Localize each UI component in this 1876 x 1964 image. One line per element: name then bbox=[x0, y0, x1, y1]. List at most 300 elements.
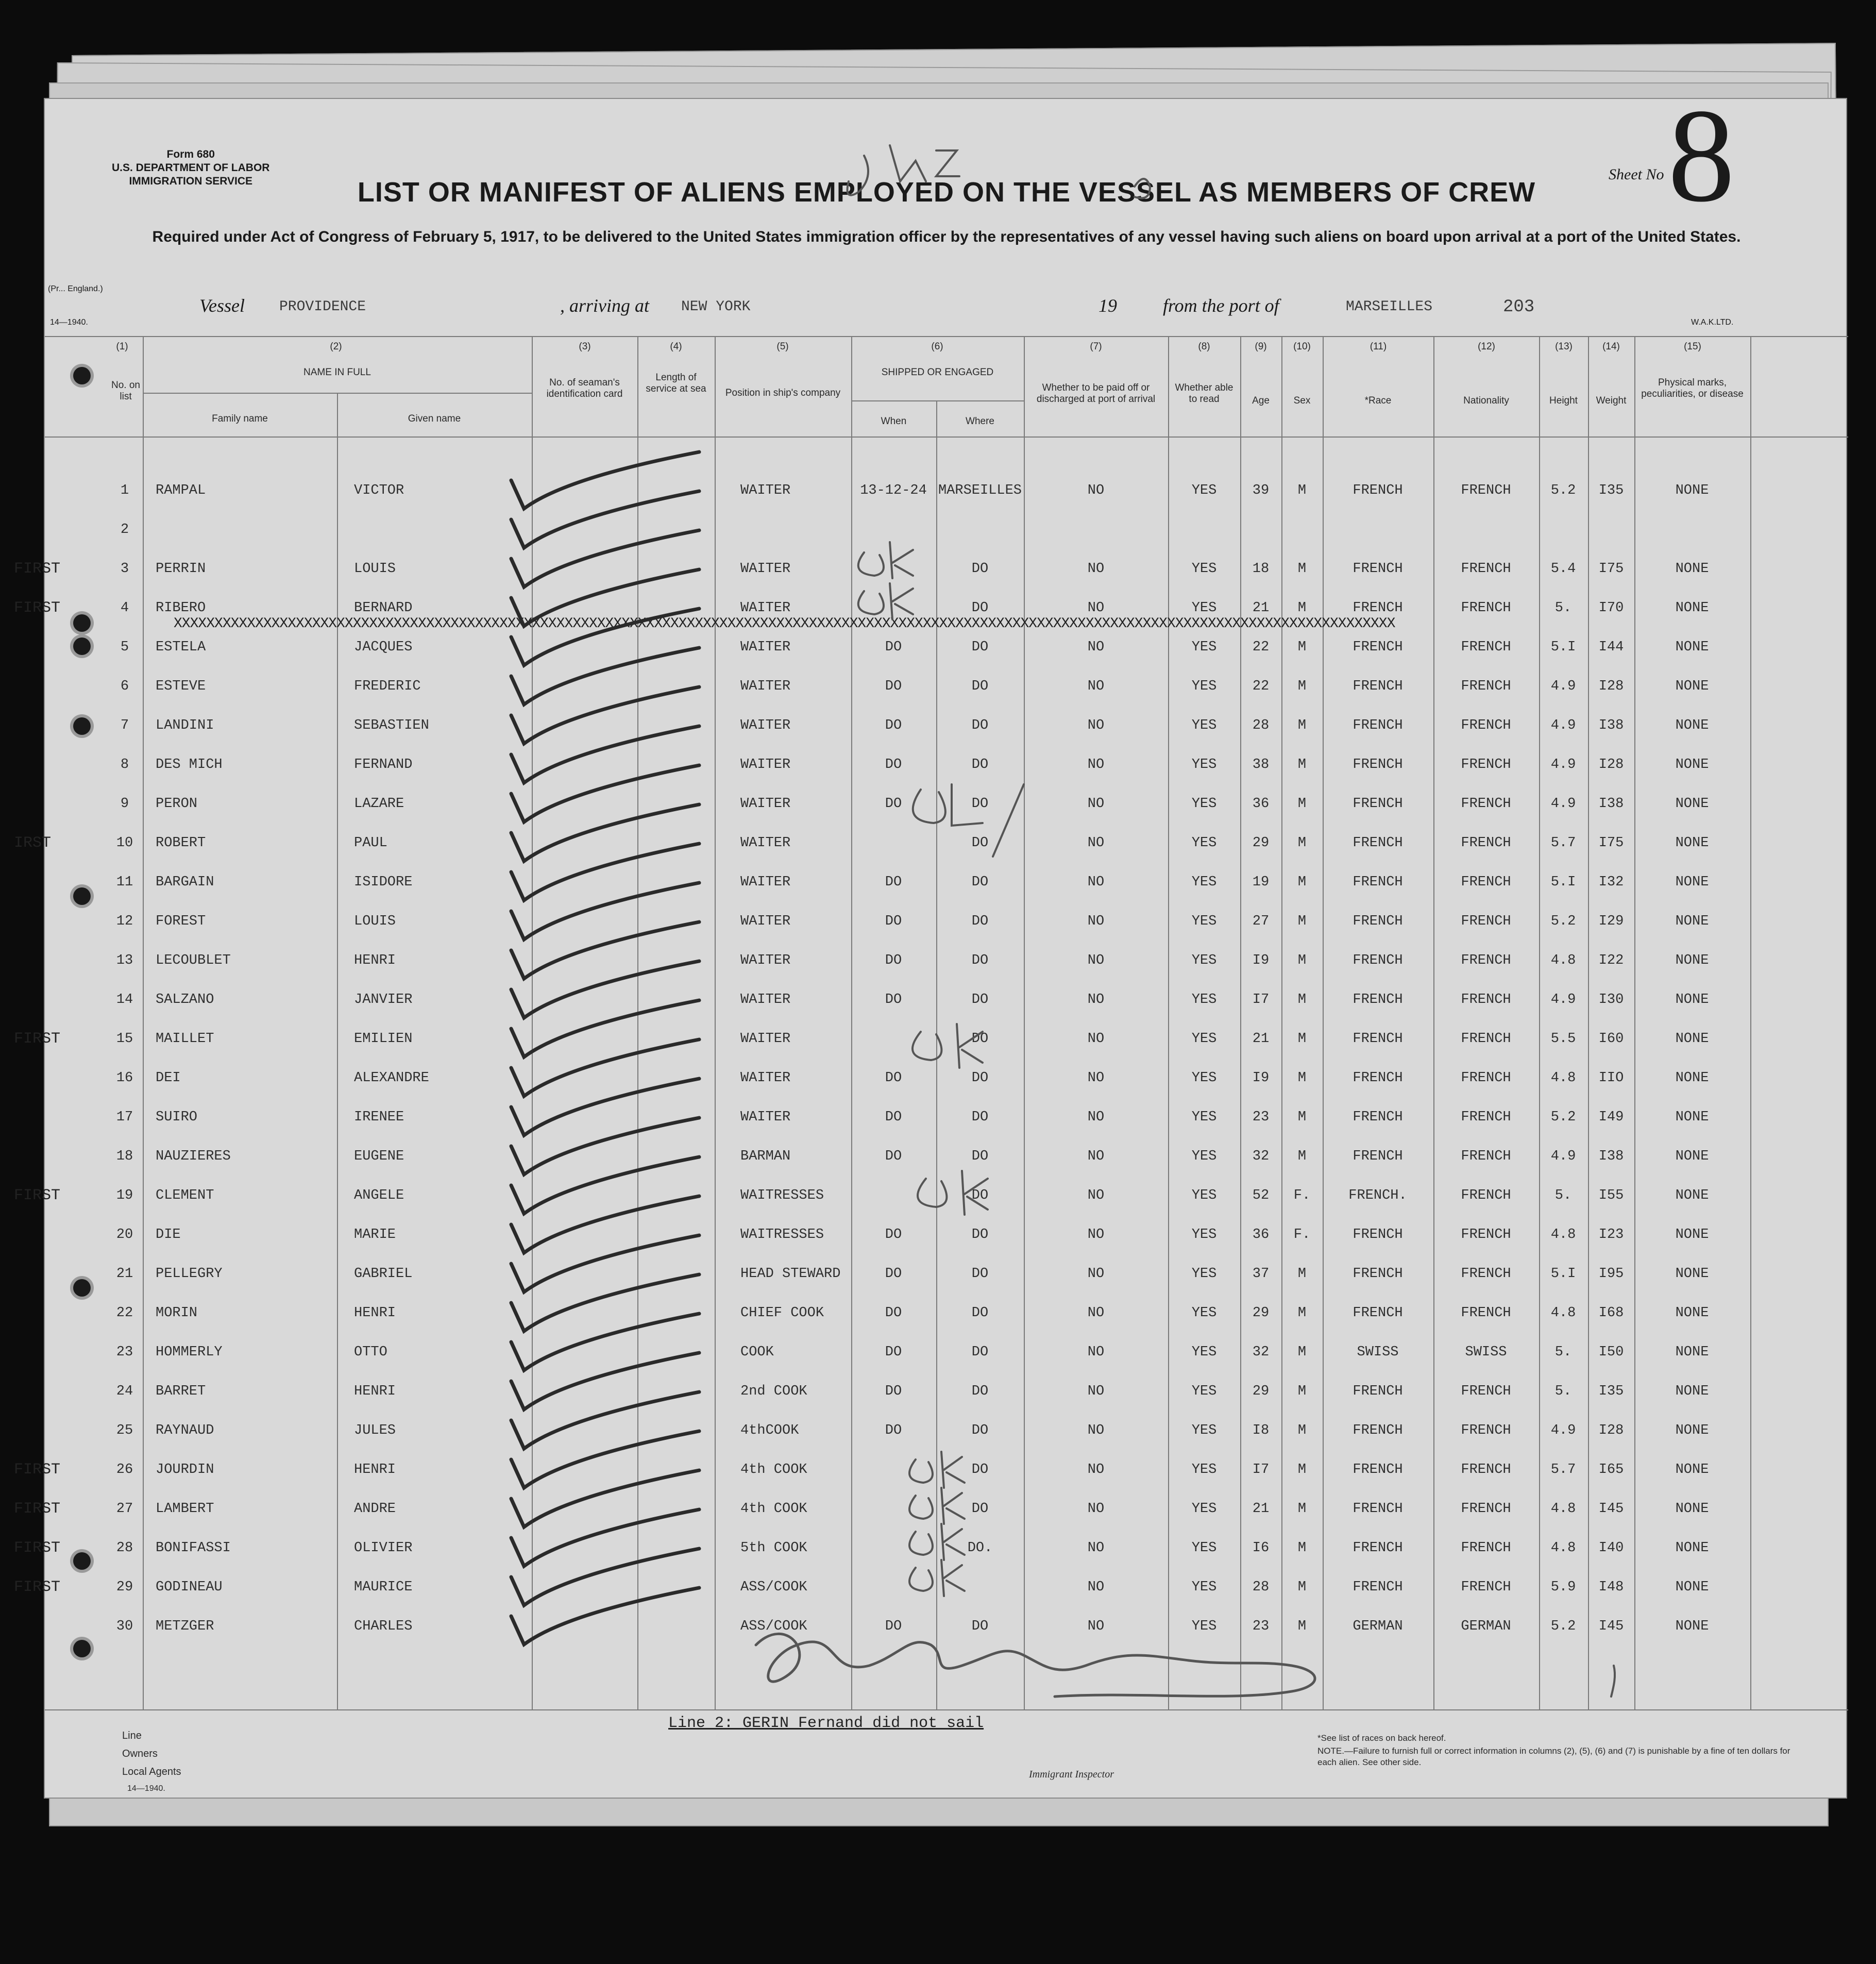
row-where: DO bbox=[971, 953, 989, 968]
row-sex: M bbox=[1297, 1305, 1307, 1321]
row-given: FERNAND bbox=[354, 757, 413, 773]
row-no: 2 bbox=[120, 522, 129, 538]
row-height: 4.9 bbox=[1550, 796, 1576, 812]
row-first: FIRST bbox=[14, 1579, 61, 1596]
row-age: 21 bbox=[1252, 600, 1270, 616]
row-position: WAITER bbox=[740, 1031, 791, 1047]
row-paid: NO bbox=[1087, 1540, 1105, 1556]
row-race: FRENCH bbox=[1353, 1423, 1403, 1438]
row-sex: M bbox=[1297, 1501, 1307, 1517]
row-nat: FRENCH bbox=[1461, 1070, 1511, 1086]
row-given: GABRIEL bbox=[354, 1266, 413, 1282]
row-marks: NONE bbox=[1675, 679, 1709, 694]
row-position: WAITER bbox=[740, 600, 791, 616]
row-sex: M bbox=[1297, 1619, 1307, 1634]
row-marks: NONE bbox=[1675, 1149, 1709, 1164]
departure-port: MARSEILLES bbox=[1346, 299, 1433, 315]
row-family: JOURDIN bbox=[156, 1462, 214, 1478]
header-nationality: Nationality bbox=[1463, 395, 1509, 406]
row-nat: FRENCH bbox=[1461, 1305, 1511, 1321]
row-paid: NO bbox=[1087, 561, 1105, 577]
row-nat: FRENCH bbox=[1461, 953, 1511, 968]
row-where: DO bbox=[971, 1501, 989, 1517]
printer-mark: W.A.K.LTD. bbox=[1691, 318, 1734, 327]
row-no: 9 bbox=[120, 796, 129, 812]
col-num: (14) bbox=[1602, 341, 1620, 352]
row-paid: NO bbox=[1087, 483, 1105, 498]
row-family: ESTEVE bbox=[156, 679, 206, 694]
row-family: BONIFASSI bbox=[156, 1540, 231, 1556]
row-marks: NONE bbox=[1675, 875, 1709, 890]
row-weight: I38 bbox=[1598, 1149, 1624, 1164]
row-where: DO bbox=[971, 1031, 989, 1047]
row-no: 19 bbox=[116, 1188, 133, 1203]
header-seaman-card: No. of seaman's identification card bbox=[546, 377, 623, 399]
row-position: WAITER bbox=[740, 679, 791, 694]
row-no: 16 bbox=[116, 1070, 133, 1086]
row-race: FRENCH bbox=[1353, 640, 1403, 655]
row-height: 5.5 bbox=[1550, 1031, 1576, 1047]
row-where: DO bbox=[971, 1384, 989, 1399]
row-nat: FRENCH bbox=[1461, 1227, 1511, 1243]
row-marks: NONE bbox=[1675, 1110, 1709, 1125]
row-family: PERRIN bbox=[156, 561, 206, 577]
row-weight: I29 bbox=[1598, 914, 1624, 929]
row-when: DO bbox=[885, 640, 902, 655]
row-weight: I38 bbox=[1598, 718, 1624, 733]
row-nat: FRENCH bbox=[1461, 1540, 1511, 1556]
row-read: YES bbox=[1191, 875, 1217, 890]
row-race: FRENCH bbox=[1353, 1266, 1403, 1282]
row-where: DO bbox=[971, 1423, 989, 1438]
col-num: (11) bbox=[1370, 341, 1387, 352]
row-weight: I45 bbox=[1598, 1619, 1624, 1634]
row-marks: NONE bbox=[1675, 1266, 1709, 1282]
col-num: (3) bbox=[579, 341, 591, 352]
row-read: YES bbox=[1191, 640, 1217, 655]
row-read: YES bbox=[1191, 1031, 1217, 1047]
row-family: PERON bbox=[156, 796, 198, 812]
row-marks: NONE bbox=[1675, 1227, 1709, 1243]
row-height: 4.8 bbox=[1550, 1305, 1576, 1321]
row-read: YES bbox=[1191, 992, 1217, 1008]
row-height: 4.9 bbox=[1550, 1149, 1576, 1164]
handwritten-marks bbox=[45, 99, 1848, 1800]
row-paid: NO bbox=[1087, 600, 1105, 616]
row-paid: NO bbox=[1087, 757, 1105, 773]
row-marks: NONE bbox=[1675, 1619, 1709, 1634]
row-race: FRENCH bbox=[1353, 1149, 1403, 1164]
row-given: IRENEE bbox=[354, 1110, 404, 1125]
row-race: FRENCH bbox=[1353, 1501, 1403, 1517]
row-height: 5. bbox=[1554, 1188, 1572, 1203]
row-race: FRENCH bbox=[1353, 1462, 1403, 1478]
row-given: HENRI bbox=[354, 1462, 396, 1478]
col-num: (9) bbox=[1255, 341, 1267, 352]
row-marks: NONE bbox=[1675, 1540, 1709, 1556]
row-paid: NO bbox=[1087, 1384, 1105, 1399]
row-height: 4.8 bbox=[1550, 953, 1576, 968]
row-where: MARSEILLES bbox=[938, 483, 1022, 498]
footer-local-agents-label: Local Agents bbox=[122, 1766, 181, 1777]
punch-hole bbox=[73, 1640, 91, 1657]
row-marks: NONE bbox=[1675, 1580, 1709, 1595]
row-read: YES bbox=[1191, 835, 1217, 851]
row-read: YES bbox=[1191, 1580, 1217, 1595]
row-family: ROBERT bbox=[156, 835, 206, 851]
row-sex: M bbox=[1297, 1540, 1307, 1556]
row-when: DO bbox=[885, 953, 902, 968]
row-marks: NONE bbox=[1675, 992, 1709, 1008]
row-given: ALEXANDRE bbox=[354, 1070, 429, 1086]
row-given: EMILIEN bbox=[354, 1031, 413, 1047]
row-sex: M bbox=[1297, 600, 1307, 616]
row-marks: NONE bbox=[1675, 1345, 1709, 1360]
row-given: JACQUES bbox=[354, 640, 413, 655]
row-position: WAITER bbox=[740, 1110, 791, 1125]
row-race: FRENCH bbox=[1353, 835, 1403, 851]
row-position: WAITER bbox=[740, 875, 791, 890]
row-nat: FRENCH bbox=[1461, 1188, 1511, 1203]
punch-hole bbox=[73, 1552, 91, 1570]
vessel-label: Vessel bbox=[199, 295, 245, 316]
row-marks: NONE bbox=[1675, 757, 1709, 773]
row-when: DO bbox=[885, 1423, 902, 1438]
row-sex: M bbox=[1297, 1423, 1307, 1438]
row-sex: M bbox=[1297, 1580, 1307, 1595]
row-where: DO bbox=[971, 992, 989, 1008]
row-when: DO bbox=[885, 1227, 902, 1243]
row-read: YES bbox=[1191, 483, 1217, 498]
row-where: DO bbox=[971, 1110, 989, 1125]
row-weight: I55 bbox=[1598, 1188, 1624, 1203]
row-marks: NONE bbox=[1675, 914, 1709, 929]
row-race: FRENCH bbox=[1353, 953, 1403, 968]
row-position: WAITRESSES bbox=[740, 1188, 824, 1203]
row-nat: FRENCH bbox=[1461, 1031, 1511, 1047]
row-when: DO bbox=[885, 1305, 902, 1321]
row-read: YES bbox=[1191, 1423, 1217, 1438]
row-position: WAITER bbox=[740, 796, 791, 812]
row-marks: NONE bbox=[1675, 718, 1709, 733]
row-given: JULES bbox=[354, 1423, 396, 1438]
row-height: 4.9 bbox=[1550, 1423, 1576, 1438]
row-weight: I30 bbox=[1598, 992, 1624, 1008]
row-sex: M bbox=[1297, 640, 1307, 655]
row-sex: M bbox=[1297, 1384, 1307, 1399]
col-num: (2) bbox=[330, 341, 342, 352]
punch-hole bbox=[73, 1279, 91, 1297]
row-marks: NONE bbox=[1675, 1031, 1709, 1047]
row-where: DO bbox=[971, 640, 989, 655]
col-num: (13) bbox=[1555, 341, 1573, 352]
row-paid: NO bbox=[1087, 992, 1105, 1008]
header-sex: Sex bbox=[1293, 395, 1311, 406]
row-sex: F. bbox=[1293, 1227, 1311, 1243]
row-read: YES bbox=[1191, 1227, 1217, 1243]
row-marks: NONE bbox=[1675, 600, 1709, 616]
punch-hole bbox=[73, 367, 91, 384]
row-nat: FRENCH bbox=[1461, 1384, 1511, 1399]
row-family: MAILLET bbox=[156, 1031, 214, 1047]
row-age: 27 bbox=[1252, 914, 1270, 929]
row-sex: M bbox=[1297, 835, 1307, 851]
row-no: 17 bbox=[116, 1110, 133, 1125]
header-where: Where bbox=[966, 416, 994, 427]
row-weight: I22 bbox=[1598, 953, 1624, 968]
ok-mark bbox=[918, 1171, 988, 1215]
row-weight: I70 bbox=[1598, 600, 1624, 616]
row-height: 4.8 bbox=[1550, 1540, 1576, 1556]
row-family: METZGER bbox=[156, 1619, 214, 1634]
row-position: WAITER bbox=[740, 718, 791, 733]
row-position: WAITER bbox=[740, 835, 791, 851]
row-height: 5.I bbox=[1550, 875, 1576, 890]
row-where: DO bbox=[971, 757, 989, 773]
row-first: FIRST bbox=[14, 560, 61, 578]
row-given: OLIVIER bbox=[354, 1540, 413, 1556]
row-height: 5.2 bbox=[1550, 1110, 1576, 1125]
row-when: DO bbox=[885, 757, 902, 773]
row-race: FRENCH bbox=[1353, 483, 1403, 498]
row-weight: I75 bbox=[1598, 561, 1624, 577]
row-where: DO bbox=[971, 679, 989, 694]
row-read: YES bbox=[1191, 1462, 1217, 1478]
page-title: LIST OR MANIFEST OF ALIENS EMPLOYED ON THE VESSEL AS MEMBERS OF CREW bbox=[357, 177, 1536, 208]
row-given: LAZARE bbox=[354, 796, 404, 812]
row-read: YES bbox=[1191, 953, 1217, 968]
row-nat: FRENCH bbox=[1461, 561, 1511, 577]
row-nat: FRENCH bbox=[1461, 600, 1511, 616]
row-height: 5. bbox=[1554, 600, 1572, 616]
print-code: 14—1940. bbox=[50, 318, 88, 327]
row-weight: I44 bbox=[1598, 640, 1624, 655]
ok-mark bbox=[913, 784, 1024, 857]
row-read: YES bbox=[1191, 1501, 1217, 1517]
row-nat: FRENCH bbox=[1461, 1580, 1511, 1595]
stamp-number: 203 bbox=[1503, 297, 1535, 317]
row-weight: I60 bbox=[1598, 1031, 1624, 1047]
row-weight: I23 bbox=[1598, 1227, 1624, 1243]
row-height: 5.9 bbox=[1550, 1580, 1576, 1595]
footer-print-code: 14—1940. bbox=[127, 1784, 165, 1793]
print-note: (Pr... England.) bbox=[48, 284, 103, 293]
punch-hole bbox=[73, 717, 91, 735]
row-nat: FRENCH bbox=[1461, 796, 1511, 812]
row-age: 23 bbox=[1252, 1110, 1270, 1125]
row-age: 52 bbox=[1252, 1188, 1270, 1203]
row-weight: I40 bbox=[1598, 1540, 1624, 1556]
row-height: 5.4 bbox=[1550, 561, 1576, 577]
row-paid: NO bbox=[1087, 1227, 1105, 1243]
row-when: DO bbox=[885, 1619, 902, 1634]
row-no: 23 bbox=[116, 1345, 133, 1360]
row-first: FIRST bbox=[14, 1461, 61, 1479]
row-read: YES bbox=[1191, 1070, 1217, 1086]
row-sex: M bbox=[1297, 1149, 1307, 1164]
row-age: 19 bbox=[1252, 875, 1270, 890]
header-family-name: Family name bbox=[212, 413, 268, 424]
row-when: DO bbox=[885, 1345, 902, 1360]
row-given: FREDERIC bbox=[354, 679, 421, 694]
row-race: FRENCH bbox=[1353, 1384, 1403, 1399]
row-position: WAITRESSES bbox=[740, 1227, 824, 1243]
row-when: DO bbox=[885, 718, 902, 733]
row-weight: I28 bbox=[1598, 757, 1624, 773]
header-no-on-list: No. on list bbox=[111, 380, 140, 402]
row-no: 25 bbox=[116, 1423, 133, 1438]
row-family: RAMPAL bbox=[156, 483, 206, 498]
row-age: I9 bbox=[1252, 1070, 1270, 1086]
row-marks: NONE bbox=[1675, 561, 1709, 577]
row-nat: FRENCH bbox=[1461, 757, 1511, 773]
row-nat: FRENCH bbox=[1461, 1501, 1511, 1517]
service: IMMIGRATION SERVICE bbox=[129, 175, 253, 187]
row-given: JANVIER bbox=[354, 992, 413, 1008]
punch-hole bbox=[73, 637, 91, 655]
row-where: DO bbox=[971, 1227, 989, 1243]
col-num: (15) bbox=[1684, 341, 1701, 352]
row-where: DO. bbox=[967, 1540, 993, 1556]
row-position: WAITER bbox=[740, 914, 791, 929]
row-position: 4th COOK bbox=[740, 1501, 807, 1517]
row-read: YES bbox=[1191, 757, 1217, 773]
row-race: FRENCH bbox=[1353, 718, 1403, 733]
row-height: 5.7 bbox=[1550, 835, 1576, 851]
row-weight: I48 bbox=[1598, 1580, 1624, 1595]
row-paid: NO bbox=[1087, 1501, 1105, 1517]
row-age: 28 bbox=[1252, 1580, 1270, 1595]
row-race: FRENCH bbox=[1353, 1305, 1403, 1321]
row-where: DO bbox=[971, 796, 989, 812]
row-height: 4.9 bbox=[1550, 992, 1576, 1008]
row-where: DO bbox=[971, 914, 989, 929]
row-given: BERNARD bbox=[354, 600, 413, 616]
row-position: WAITER bbox=[740, 640, 791, 655]
sheet-number-label: Sheet No bbox=[1609, 166, 1664, 183]
row-age: 39 bbox=[1252, 483, 1270, 498]
row-age: 37 bbox=[1252, 1266, 1270, 1282]
ok-mark bbox=[909, 1488, 965, 1524]
row-nat: FRENCH bbox=[1461, 1266, 1511, 1282]
row-read: YES bbox=[1191, 679, 1217, 694]
row-age: I6 bbox=[1252, 1540, 1270, 1556]
row-height: 5. bbox=[1554, 1384, 1572, 1399]
row-sex: M bbox=[1297, 875, 1307, 890]
row-marks: NONE bbox=[1675, 1501, 1709, 1517]
penalty-note: NOTE.—Failure to furnish full or correct information in columns (2), (5), (6) and (7) is punishable by a fine of ten dollars for each alien. See other side. bbox=[1317, 1746, 1790, 1767]
col-num: (10) bbox=[1293, 341, 1311, 352]
row-given: SEBASTIEN bbox=[354, 718, 429, 733]
row-read: YES bbox=[1191, 1345, 1217, 1360]
row-paid: NO bbox=[1087, 1345, 1105, 1360]
row-marks: NONE bbox=[1675, 1305, 1709, 1321]
row-where: DO bbox=[971, 875, 989, 890]
col-num: (7) bbox=[1090, 341, 1102, 352]
row-no: 24 bbox=[116, 1384, 133, 1399]
row-age: 36 bbox=[1252, 1227, 1270, 1243]
row-paid: NO bbox=[1087, 1149, 1105, 1164]
row-marks: NONE bbox=[1675, 1423, 1709, 1438]
col-num: (5) bbox=[776, 341, 789, 352]
row-where: DO bbox=[971, 561, 989, 577]
row-first: FIRST bbox=[14, 1500, 61, 1518]
header-height: Height bbox=[1549, 395, 1578, 406]
row-race: SWISS bbox=[1357, 1345, 1399, 1360]
row-family: RAYNAUD bbox=[156, 1423, 214, 1438]
row-read: YES bbox=[1191, 1619, 1217, 1634]
row-nat: FRENCH bbox=[1461, 875, 1511, 890]
row-read: YES bbox=[1191, 1540, 1217, 1556]
inspector-signature bbox=[756, 1634, 1315, 1697]
row-position: CHIEF COOK bbox=[740, 1305, 824, 1321]
row-weight: I35 bbox=[1598, 1384, 1624, 1399]
row-nat: FRENCH bbox=[1461, 914, 1511, 929]
row-where: DO bbox=[971, 600, 989, 616]
check-mark bbox=[511, 452, 699, 509]
row-age: I7 bbox=[1252, 992, 1270, 1008]
row-read: YES bbox=[1191, 600, 1217, 616]
row-no: 3 bbox=[120, 561, 129, 577]
row-family: MORIN bbox=[156, 1305, 198, 1321]
row-paid: NO bbox=[1087, 1305, 1105, 1321]
row-age: I8 bbox=[1252, 1423, 1270, 1438]
row-weight: I95 bbox=[1598, 1266, 1624, 1282]
row-height: 4.9 bbox=[1550, 718, 1576, 733]
row-race: FRENCH bbox=[1353, 1580, 1403, 1595]
row-when: DO bbox=[885, 1070, 902, 1086]
row-position: WAITER bbox=[740, 1070, 791, 1086]
row-first: IRST bbox=[14, 834, 52, 852]
vessel-name: PROVIDENCE bbox=[279, 299, 366, 315]
row-where: DO bbox=[971, 1619, 989, 1634]
row-no: 27 bbox=[116, 1501, 133, 1517]
row-family: DES MICH bbox=[156, 757, 223, 773]
row-when: DO bbox=[885, 1384, 902, 1399]
row-race: FRENCH bbox=[1353, 875, 1403, 890]
row-marks: NONE bbox=[1675, 953, 1709, 968]
row-height: 5.I bbox=[1550, 1266, 1576, 1282]
row-when: DO bbox=[885, 679, 902, 694]
row-race: GERMAN bbox=[1353, 1619, 1403, 1634]
row-no: 18 bbox=[116, 1149, 133, 1164]
row-nat: FRENCH bbox=[1461, 992, 1511, 1008]
row-where: DO bbox=[971, 718, 989, 733]
row-when: DO bbox=[885, 992, 902, 1008]
header-given-name: Given name bbox=[408, 413, 461, 424]
row-age: 22 bbox=[1252, 640, 1270, 655]
row-paid: NO bbox=[1087, 1580, 1105, 1595]
row-when: DO bbox=[885, 1266, 902, 1282]
header-shipped-engaged: SHIPPED OR ENGAGED bbox=[881, 367, 994, 378]
row-read: YES bbox=[1191, 1305, 1217, 1321]
row-weight: I65 bbox=[1598, 1462, 1624, 1478]
ok-mark bbox=[909, 1560, 965, 1596]
year-scrawl bbox=[1135, 179, 1150, 198]
row-race: FRENCH bbox=[1353, 1110, 1403, 1125]
row-position: ASS/COOK bbox=[740, 1580, 807, 1595]
footer-owners-label: Owners bbox=[122, 1748, 158, 1759]
row-age: 18 bbox=[1252, 561, 1270, 577]
row-age: 38 bbox=[1252, 757, 1270, 773]
row-no: 15 bbox=[116, 1031, 133, 1047]
row-race: FRENCH bbox=[1353, 600, 1403, 616]
header-paid-off: Whether to be paid off or discharged at port of arrival bbox=[1036, 382, 1156, 405]
row-given: ISIDORE bbox=[354, 875, 413, 890]
row-weight: IIO bbox=[1598, 1070, 1624, 1086]
ok-mark bbox=[909, 1452, 965, 1488]
row-paid: NO bbox=[1087, 796, 1105, 812]
